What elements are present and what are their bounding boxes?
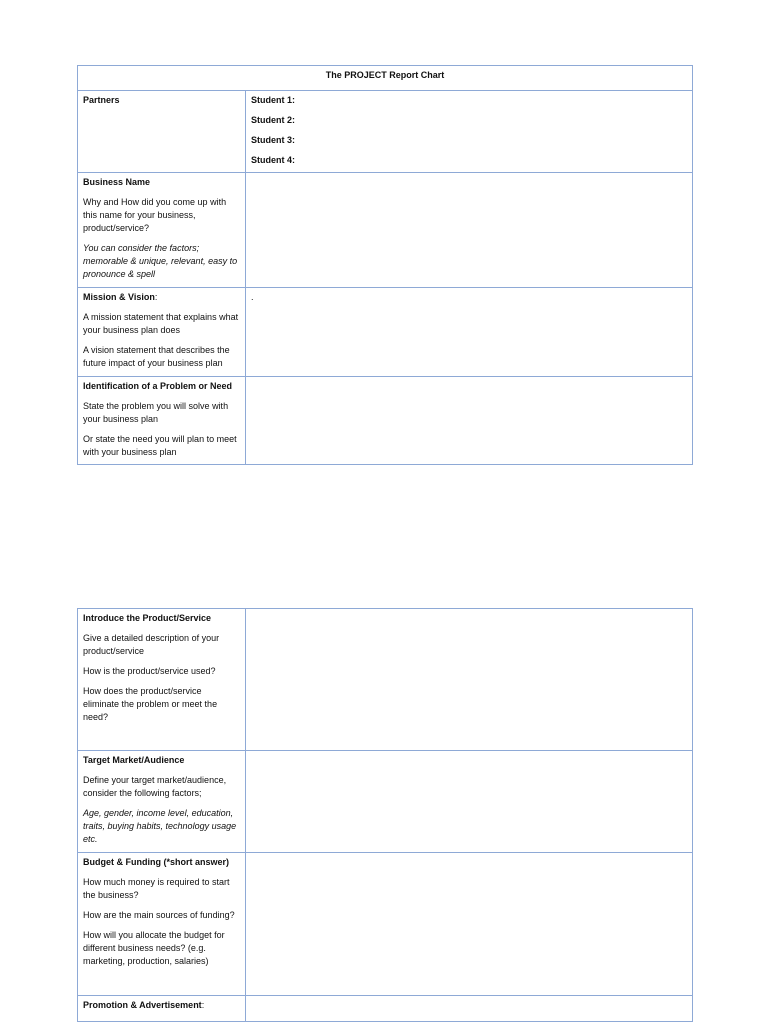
promotion-heading: Promotion & Advertisement [83, 1000, 202, 1010]
partners-value-cell[interactable] [246, 91, 693, 173]
mission-statement-prompt: A mission statement that explains what your business plan does [83, 312, 239, 335]
budget-question-3: How will you allocate the budget for different business needs? (e.g. marketing, production, salaries) [83, 930, 225, 966]
budget-answer-cell[interactable] [246, 853, 693, 996]
promotion-heading-suffix: : [201, 1000, 205, 1010]
student-3-label: Student 3: [251, 135, 295, 145]
mission-vision-heading-suffix: : [154, 292, 158, 302]
project-report-table-2 [77, 608, 693, 1022]
mission-vision-answer-cell[interactable] [246, 288, 693, 377]
budget-row [78, 853, 693, 996]
budget-prompt-cell [78, 853, 246, 996]
product-heading: Introduce the Product/Service [83, 613, 212, 623]
table-title: The PROJECT Report Chart [78, 66, 693, 91]
target-market-row [78, 751, 693, 853]
business-name-prompt-cell [78, 173, 246, 288]
target-market-hint: Age, gender, income level, education, traits, buying habits, technology usage etc. [83, 808, 237, 844]
product-prompt-cell [78, 609, 246, 751]
partners-row [78, 91, 693, 173]
student-2-label: Student 2: [251, 115, 295, 125]
product-row [78, 609, 693, 751]
student-4-label: Student 4: [251, 155, 295, 165]
problem-prompt-cell [78, 377, 246, 465]
product-question-2: How is the product/service used? [83, 666, 216, 676]
mission-vision-row [78, 288, 693, 377]
vision-statement-prompt: A vision statement that describes the future impact of your business plan [83, 345, 230, 368]
budget-question-1: How much money is required to start the business? [83, 877, 230, 900]
business-name-heading: Business Name [83, 177, 151, 187]
target-market-heading: Target Market/Audience [83, 755, 185, 765]
business-name-hint: You can consider the factors; memorable & unique, relevant, easy to pronounce & spell [83, 243, 238, 279]
business-name-row [78, 173, 693, 288]
mission-vision-prompt-cell [78, 288, 246, 377]
budget-heading: Budget & Funding (*short answer) [83, 857, 229, 867]
partners-label-cell [78, 91, 246, 173]
partners-label: Partners [83, 95, 120, 105]
promotion-answer-cell[interactable] [246, 996, 693, 1022]
product-question-3: How does the product/service eliminate the problem or meet the need? [83, 686, 218, 722]
product-answer-cell[interactable] [246, 609, 693, 751]
title-row [78, 66, 693, 91]
mission-vision-answer-mark: . [251, 292, 254, 302]
target-market-question: Define your target market/audience, consider the following factors; [83, 775, 227, 798]
promotion-row [78, 996, 693, 1022]
problem-answer-cell[interactable] [246, 377, 693, 465]
business-name-answer-cell[interactable] [246, 173, 693, 288]
student-1-label: Student 1: [251, 95, 295, 105]
problem-line-1: State the problem you will solve with your business plan [83, 401, 229, 424]
problem-line-2: Or state the need you will plan to meet with your business plan [83, 434, 237, 457]
problem-row [78, 377, 693, 465]
target-market-answer-cell[interactable] [246, 751, 693, 853]
product-question-1: Give a detailed description of your product/service [83, 633, 220, 656]
mission-vision-heading: Mission & Vision [83, 292, 155, 302]
budget-question-2: How are the main sources of funding? [83, 910, 235, 920]
target-market-prompt-cell [78, 751, 246, 853]
promotion-prompt-cell [78, 996, 246, 1022]
business-name-question: Why and How did you come up with this name for your business, product/service? [83, 197, 227, 233]
problem-heading: Identification of a Problem or Need [83, 381, 233, 391]
project-report-table-1 [77, 65, 693, 465]
